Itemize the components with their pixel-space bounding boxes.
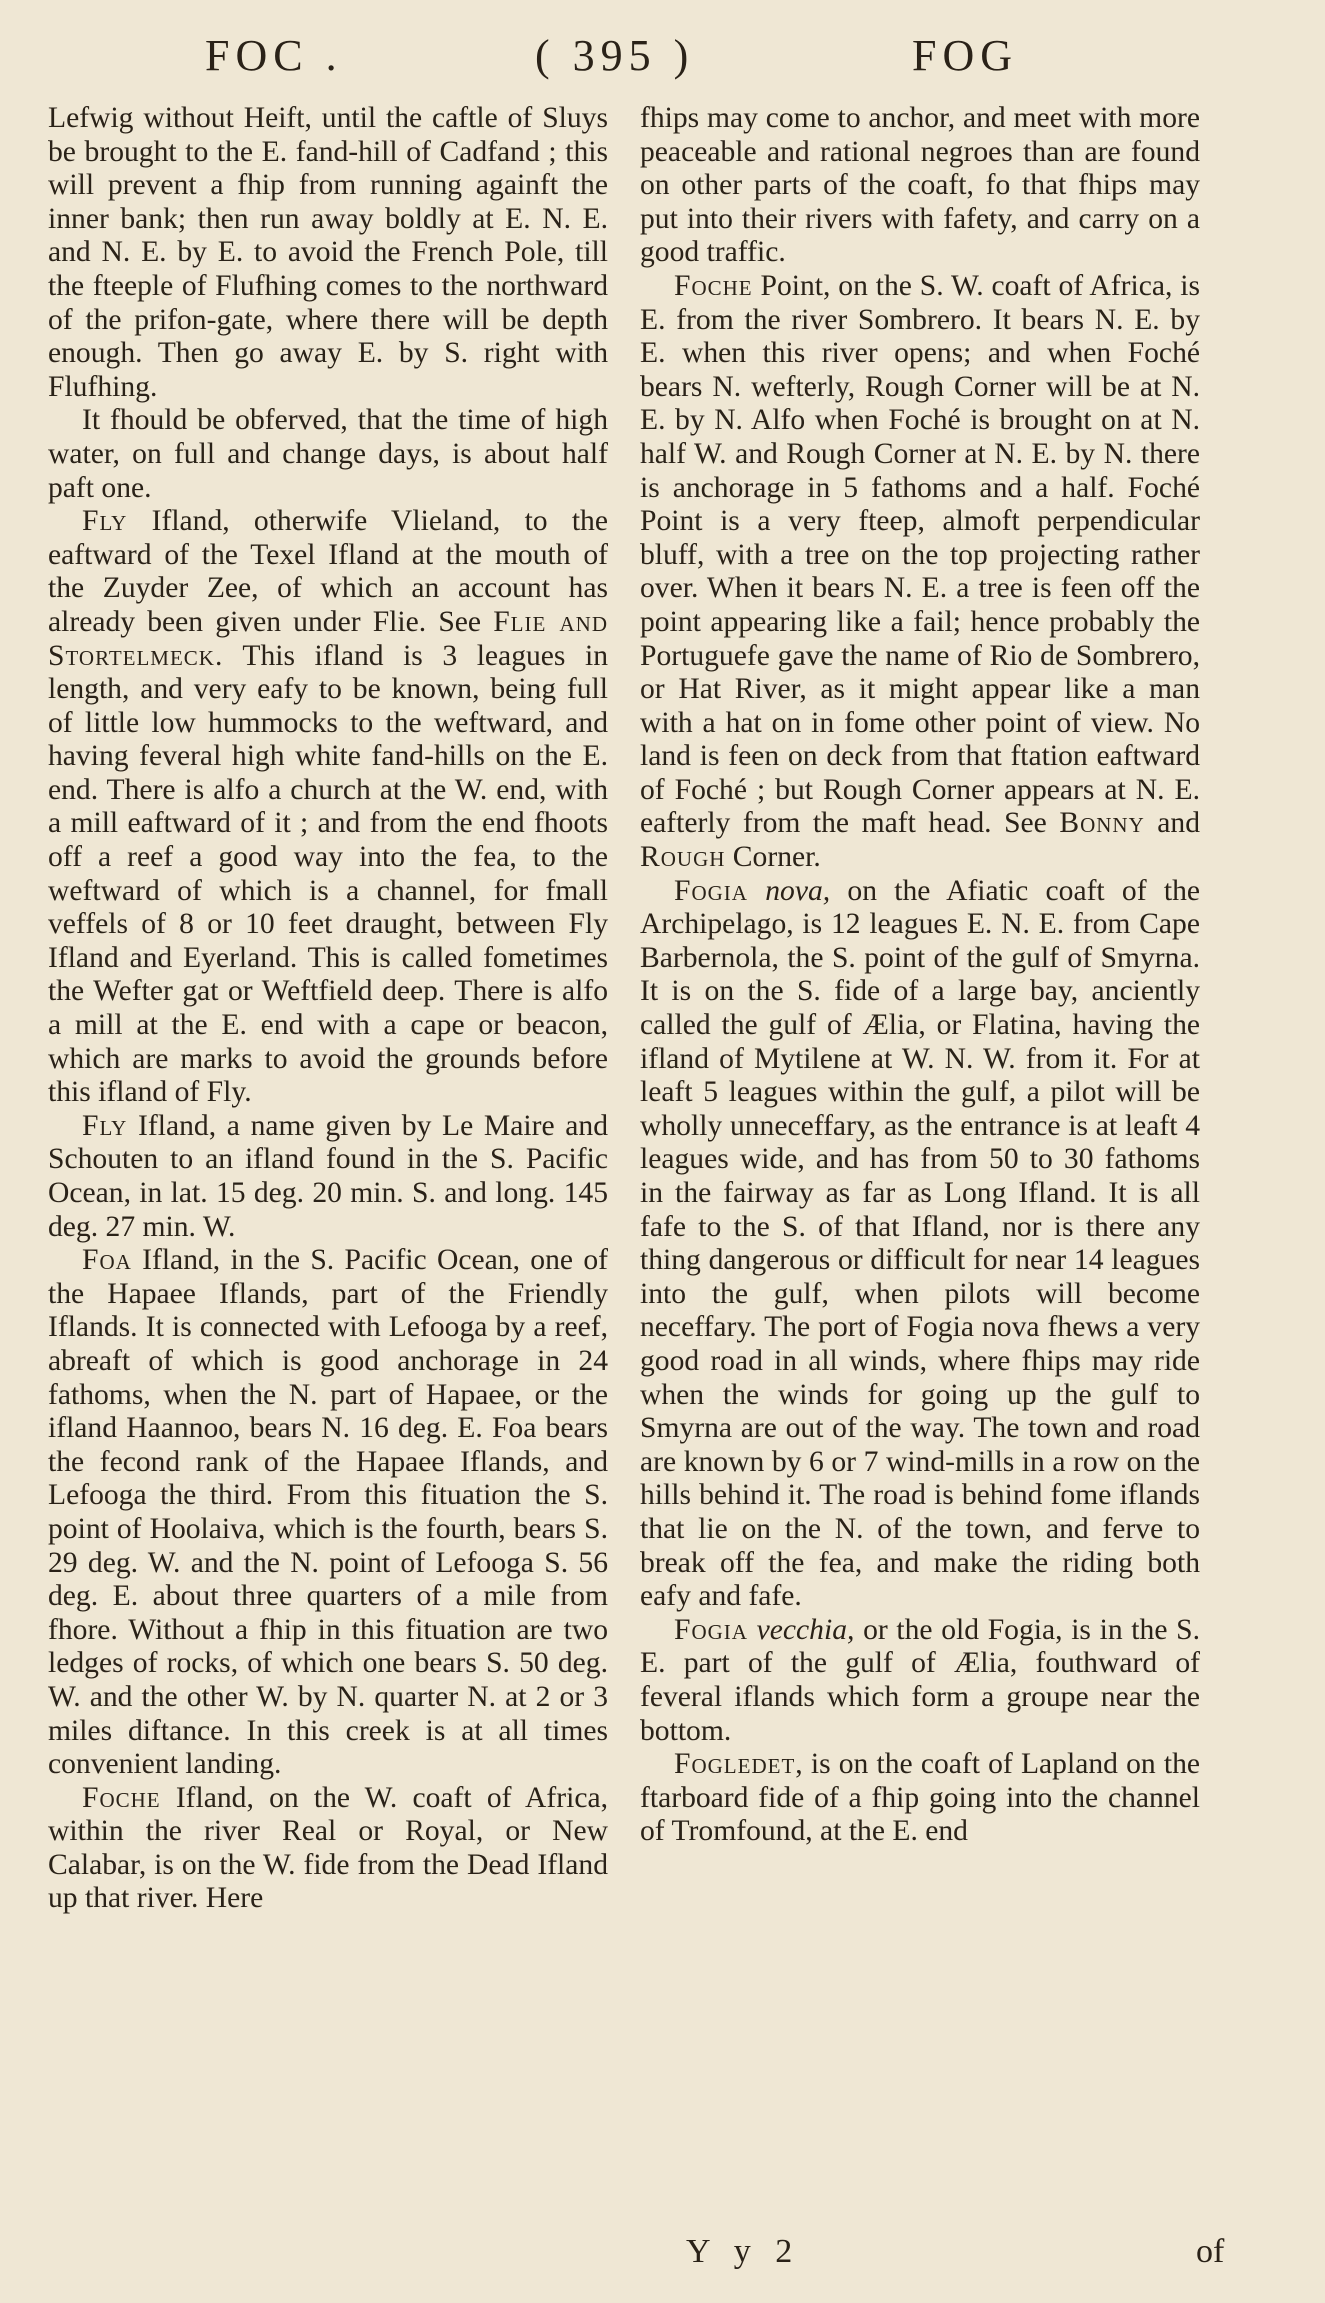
entry-text: or the old Fogia, is in the S. E. part of the gulf of Ælia, fouthward of feveral iflands which form a groupe near the bottom. bbox=[640, 1613, 1200, 1747]
cross-reference: Flie and Stortelmeck. bbox=[48, 605, 608, 672]
entry-headword: Foa bbox=[82, 1244, 132, 1277]
entry-text: , is on the coaft of Lapland on the ftarboard fide of a fhip going into the channel of Tromfound, at the E. end bbox=[640, 1748, 1200, 1848]
entry-text: Corner. bbox=[725, 841, 821, 874]
entry-fogia-vecchia bbox=[640, 1614, 1200, 1748]
entry-fogia-nova bbox=[640, 875, 1200, 1614]
entry-text: and bbox=[1144, 807, 1200, 840]
cross-reference: Bonny bbox=[1059, 807, 1145, 840]
header-left-word: FOC . bbox=[205, 31, 343, 80]
entry-foche-point bbox=[640, 270, 1200, 875]
entry-headword: Fogledet bbox=[674, 1748, 796, 1781]
entry-headword-italic: vecchia, bbox=[747, 1613, 855, 1646]
paragraph: It fhould be obferved, that the time of high water, on full and change days, is about half paft one. bbox=[48, 404, 608, 504]
entry-headword: Fogia bbox=[674, 874, 748, 907]
entry-headword: Fly bbox=[82, 505, 128, 538]
entry-text: Ifland, on the W. coaft of Africa, within the river Real or Royal, or New Calabar, is on the W. fide from the Dead Ifland up that river. Here bbox=[48, 1781, 608, 1915]
entry-text: Point, on the S. W. coaft of Africa, is E. from the river Sombrero. It bears N. E. by E. when this river opens; and when Foché bears N. wefterly, Rough Corner will be at N. E. by N. Alfo when Foché is brought on at N. half W. and Rough Corner at N. E. by N. there is anchorage in 5 fathoms and a half. Foché Point is a very fteep, almoft perpendicular bluff, with a tree on the top projecting rather over. When it bears N. E. a tree is feen off the point appearing like a fail; hence probably the Portuguefe gave the name of Rio de Sombrero, or Hat River, as it might appear like a man with a hat on in fome other point of view. No land is feen on deck from that ftation eaftward of Foché ; but Rough Corner appears at N. E. eafterly from the maft head. See bbox=[640, 269, 1200, 840]
entry-text: on the Afiatic coaft of the Archipelago, is 12 leagues E. N. E. from Cape Barbernola, the S. point of the gulf of Smyrna. It is on the S. fide of a large bay, anciently called the gulf of Ælia, or Flatina, having the ifland of Mytilene at W. N. W. from it. For at leaft 5 leagues within the gulf, a pilot will be wholly unneceffary, as the entrance is at leaft 4 leagues wide, and has from 50 to 30 fathoms in the fairway as far as Long Ifland. It is all fafe to the S. of that Ifland, nor is there any thing dangerous or difficult for near 14 leagues into the gulf, when pilots will become neceffary. The port of Fogia nova fhews a very good road in all winds, where fhips may ride when the winds for going up the gulf to Smyrna are out of the way. The town and road are known by 6 or 7 wind-mills in a row on the hills behind it. The road is behind fome iflands that lie on the N. of the town, and ferve to break off the fea, and make the riding both eafy and fafe. bbox=[640, 874, 1200, 1613]
paragraph-continued: Lefwig without Heift, until the caftle of Sluys be brought to the E. fand-hill of Cadfand ; this will prevent a fhip from running againft the inner bank; then run away boldly at E. N. E. and N. E. by E. to avoid the French Pole, till the fteeple of Flufhing comes to the northward of the prifon-gate, where there will be depth enough. Then go away E. by S. right with Flufhing. bbox=[48, 102, 608, 403]
entry-foa-island bbox=[48, 1244, 608, 1782]
entry-headword: Fogia bbox=[674, 1613, 748, 1646]
entry-headword-italic: nova, bbox=[747, 874, 831, 907]
entry-headword: Foche bbox=[674, 269, 753, 302]
paragraph-continued: fhips may come to anchor, and meet with more peaceable and rational negroes than are found on other parts of the coaft, fo that fhips may put into their rivers with fafety, and carry on a good traffic. bbox=[640, 102, 1200, 269]
entry-headword: Fly bbox=[82, 1109, 128, 1142]
entry-text: Ifland, otherwife Vlieland, to the eaftward of the Texel Ifland at the mouth of the Zuyder Zee, of which an account has already been given under Flie. See bbox=[48, 505, 608, 638]
header-right-word: FOG bbox=[912, 31, 1019, 80]
catchword: of bbox=[1196, 2233, 1225, 2270]
entry-text: Ifland, in the S. Pacific Ocean, one of the Hapaee Iflands, part of the Friendly Iflands. It is connected with Lefooga by a reef, abreaft of which is good anchorage in 24 fathoms, when the N. part of Hapaee, or the ifland Haannoo, bears N. 16 deg. E. Foa bears the fecond rank of the Hapaee Iflands, and Lefooga the third. From this fituation the S. point of Hoolaiva, which is the fourth, bears S. 29 deg. W. and the N. point of Lefooga S. 56 deg. E. about three quarters of a mile from fhore. Without a fhip in this fituation are two ledges of rocks, of which one bears S. 50 deg. W. and the other W. by N. quarter N. at 2 or 3 miles diftance. In this creek is at all times convenient landing. bbox=[48, 1244, 608, 1781]
running-header bbox=[0, 30, 1325, 90]
page-footer bbox=[0, 2233, 1325, 2283]
right-column bbox=[640, 102, 1200, 1849]
page-number: ( 395 ) bbox=[535, 31, 695, 80]
entry-fly-island-pacific bbox=[48, 1110, 608, 1244]
entry-fogledet bbox=[640, 1748, 1200, 1849]
entry-foche-island bbox=[48, 1782, 608, 1916]
entry-text: Ifland, a name given by Le Maire and Schouten to an ifland found in the S. Pacific Ocean, in lat. 15 deg. 20 min. S. and long. 145 deg. 27 min. W. bbox=[48, 1109, 608, 1243]
entry-headword: Foche bbox=[82, 1781, 161, 1814]
entry-fly-island bbox=[48, 505, 608, 1110]
entry-text: This ifland is 3 leagues in length, and very eafy to be known, being full of little low hummocks to the weftward, and having feveral high white fand-hills on the E. end. There is alfo a church at the W. end, with a mill eaftward of it ; and from the end fhoots off a reef a good way into the fea, to the weftward of which is a channel, for fmall veffels of 8 or 10 feet draught, between Fly Ifland and Eyerland. This is called fometimes the Wefter gat or Weftfield deep. There is alfo a mill at the E. end with a cape or beacon, which are marks to avoid the grounds before this ifland of Fly. bbox=[48, 639, 608, 1109]
signature-mark: Y y 2 bbox=[686, 2233, 801, 2270]
cross-reference: Rough bbox=[640, 841, 726, 874]
left-column bbox=[48, 102, 608, 1916]
